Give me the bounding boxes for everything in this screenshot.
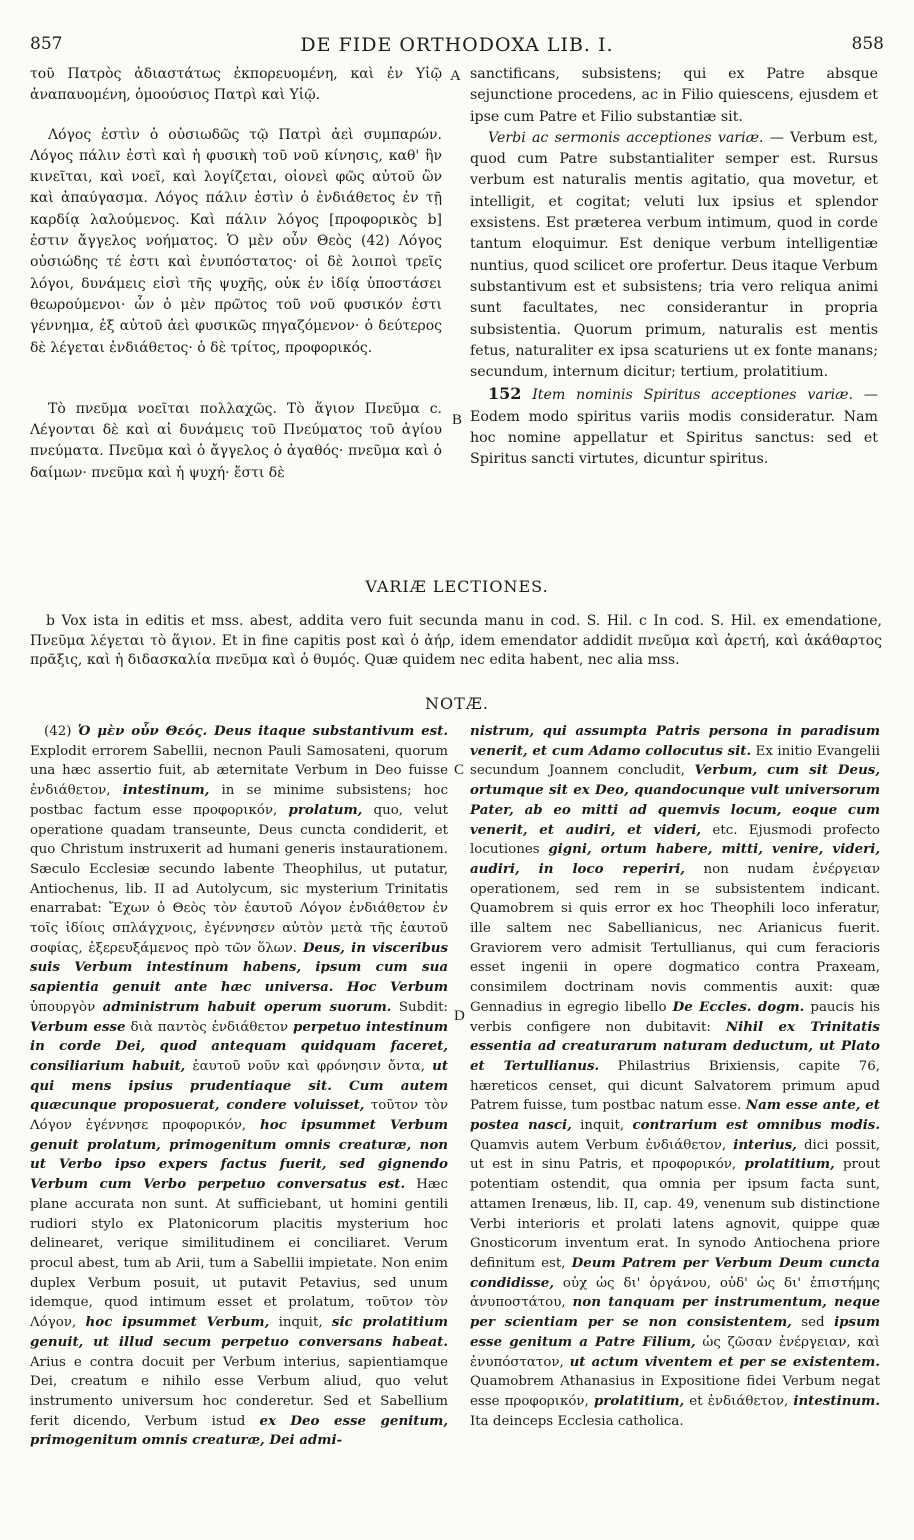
note-run: prout potentiam ostendit, qua omnia per ipsum facta sunt, attamen Irenæus, lib. II, cap. 49, venenum sub distinctione Verbi interioris et prolati latens agnovit, quippe quæ Gnosticorum inventum erat. In synodo Antiochena priore definitum est,: [470, 1157, 881, 1271]
note-run: sed: [791, 1315, 835, 1331]
latin-text-spiritus: — Eodem modo spiritus variis modis consideratur. Nam hoc nomine appellatur et Spiritus sanctus: sed et Spiritus sancti virtutes, dicuntur spiritus.: [470, 387, 878, 468]
note-run: paucis his verbis configere non dubitavit:: [470, 999, 880, 1035]
note-run: Subdit:: [391, 999, 449, 1015]
note-run: hoc ipsummet Verbum,: [85, 1314, 270, 1331]
note-run: διὰ παντὸς ἐνδιάθετον: [125, 1019, 293, 1035]
note-run: Nam esse ante, et postea nasci,: [470, 1097, 880, 1134]
note-run: prolatitium,: [744, 1156, 835, 1173]
running-header: [30, 34, 884, 60]
page-number-left: 857: [30, 34, 63, 54]
note-run: Verbum esse: [30, 1018, 126, 1035]
latin-paragraph-2: [470, 128, 878, 384]
notes-left-text: [30, 722, 448, 1451]
greek-paragraph-2: Λόγος ἐστὶν ὁ οὐσιωδῶς τῷ Πατρὶ ἀεὶ συμπαρών. Λόγος πάλιν ἐστὶ καὶ ἡ φυσικὴ τοῦ νοῦ κίνησις, καθ' ἣν κινεῖται, καὶ νοεῖ, καὶ λογίζεται, οἱονεὶ φῶς αὐτοῦ ὢν καὶ ἀπαύγασμα. Λόγος πάλιν ἐστὶν ὁ ἐνδιάθετος ἐν τῇ καρδίᾳ λαλούμενος. Καὶ πάλιν λόγος [προφορικὸς b] ἐστιν ἄγγελος νοήματος. Ὁ μὲν οὖν Θεὸς (42) Λόγος οὐσιώδης τέ ἐστι καὶ ἐνυπόστατος· οἱ δὲ λοιποὶ τρεῖς λόγοι, δυνάμεις εἰσὶ τῆς ψυχῆς, οὐκ ἐν ἰδίᾳ ὑποστάσει θεωρούμενοι· ὧν ὁ μὲν πρῶτος τοῦ νοῦ φυσικόν ἐστι γέννημα, ἐξ αὐτοῦ ἀεὶ φυσικῶς πηγαζόμενον· ὁ δεύτερος δὲ λέγεται ἐνδιάθετος· ὁ δὲ τρίτος, προφορικός.: [30, 126, 442, 356]
margin-marker-d: D: [454, 1008, 465, 1024]
note-run: et ἐνδιάθετον,: [684, 1393, 794, 1409]
greek-paragraph-1: τοῦ Πατρὸς ἀδιαστάτως ἐκπορευομένη, καὶ ἐν Υἱῷ ἀναπαυομένη, ὁμοούσιος Πατρὶ καὶ Υἱῷ.: [30, 66, 442, 104]
note-run: οὐχ ὡς δι' ὀργάνου, οὐδ' ὡς δι' ἐπιστήμης ἀνυποστάτου,: [470, 1275, 880, 1311]
note-run: perpetuo intestinum in corde Dei, quod antequam quidquam faceret, consiliarium habuit,: [30, 1018, 448, 1074]
margin-marker-b: B: [452, 412, 463, 428]
note-run: ἑαυτοῦ νοῦν καὶ φρόνησιν ὄντα,: [185, 1058, 433, 1074]
greek-text-column: [30, 64, 442, 484]
note-run: Ita deinceps Ecclesia catholica.: [470, 1413, 684, 1429]
notes-right-text: [470, 722, 880, 1431]
note-run: Quamvis autem Verbum ἐνδιάθετον,: [470, 1137, 734, 1153]
page-number-right: 858: [851, 34, 884, 54]
note-run: quo, velut operatione quadam transeunte, Deus cuncta condiderit, et quo Christum instruxerit ad humani generis instaurationem. Sæculo Ecclesiæ secundo labente Theophilus, ut putatur, Antiochenus, lib. II ad Autolycum, sic mysterium Trinitatis enarrabat: Ἔχων ὁ Θεὸς τὸν ἑαυτοῦ Λόγον ἐνδιάθετον ἐν τοῖς ἰδίοις σπλάγχνοις, ἐγέννησεν αὐτὸν μετὰ τῆς ἑαυτοῦ σοφίας, ἐξερευξάμενος πρὸ τῶν ὅλων.: [30, 802, 448, 956]
note-run: ὑπουργὸν: [30, 999, 103, 1015]
running-title: DE FIDE ORTHODOXA LIB. I.: [300, 34, 614, 56]
latin-paragraph-1: sanctificans, subsistens; qui ex Patre absque sejunctione procedens, ac in Filio quiescens, ejusdem et ipse cum Patre et Filio substantiæ sit.: [470, 66, 878, 125]
latin-text-verbum: — Verbum est, quod cum Patre substantialiter semper est. Rursus verbum est naturalis mentis agitatio, qua movetur, et intelligit, et cogitat; veluti lux ipsius et splendor exsistens. Est præterea verbum intimum, quod in corde tantum eloquimur. Est denique verbum intelligentiæ nuntius, quod scilicet ore profertur. Deus itaque Verbum substantivum est et subsistens; tria vero reliqua animi sunt facultates, nec considerantur in propria subsistentia. Quorum primum, naturalis est mentis fetus, naturaliter ex ipsa scaturiens ut ex fonte manans; secundum, internum dicitur; tertium, prolatitium.: [470, 129, 879, 381]
variae-heading: VARIÆ LECTIONES.: [365, 577, 549, 596]
note-run: intestinum,: [122, 782, 210, 799]
note-run: nistrum, qui assumpta Patris persona in paradisum venerit, et cum Adamo collocutus sit.: [470, 723, 880, 759]
latin-text-column: [470, 64, 878, 471]
margin-marker-a: A: [450, 68, 461, 84]
note-run: etc. Ejusmodi profecto locutiones: [470, 822, 880, 858]
note-run: Hæc plane accurata non sunt. At sufficiebant, ut homini gentili rudiori stylo ex Platonicorum placitis mysterium hoc delinearet, verique similitudinem ei conciliaret. Verum procul abest, tum ab Arii, tum a Sabellii impietate. Non enim duplex Verbum posuit, ut putavit Petavius, sed unum idemque, quod intimum esset et prolatum, τοῦτον τὸν Λόγον,: [30, 1177, 448, 1331]
latin-paragraph-3: [470, 383, 878, 470]
note-run: τοῦτον τὸν Λόγον ἐγέννησε προφορικόν,: [30, 1098, 448, 1134]
note-run: ut actum viventem et per se existentem.: [569, 1353, 880, 1370]
note-run: non nudam ἐνέργειαν operationem, sed rem in se subsistentem indicant. Quamobrem si quis error ex hoc Theophili loco inferatur, ille saltem nec Sabellianicus, nec Arianicus fuerit. Graviorem vero admisit Tertullianus, qui cum feracioris esset ingenii in opere dogmatico contra Praxeam, consimilem doctrinam novis commentis auxit: quæ Gennadius in egregio libello: [470, 861, 881, 1015]
note-run: dici possit, ut est in sinu Patris, et προφορικόν,: [470, 1137, 880, 1173]
notes-left-column: [30, 722, 448, 1451]
note-run: Nihil ex Trinitatis essentia ad creaturarum naturam deductum, ut Plato et Tertullianus.: [470, 1018, 880, 1074]
latin-heading-spiritus: Item nominis Spiritus acceptiones variæ.: [532, 387, 853, 404]
notae-heading: NOTÆ.: [425, 694, 489, 713]
variae-lectiones: [30, 612, 882, 671]
note-run: inquit,: [571, 1118, 633, 1134]
note-run: ut qui mens ipsius prudentiaque sit. Cum autem quæcunque proposuerat, condere voluisset,: [30, 1057, 449, 1114]
note-run: inquit,: [269, 1315, 332, 1331]
note-run: administrum habuit operum suorum.: [102, 998, 392, 1015]
note-run: Deum Patrem per Verbum Deum cuncta condidisse,: [470, 1254, 880, 1291]
margin-marker-c: C: [454, 762, 465, 778]
note-run: Philastrius Brixiensis, capite 76, hæreticos censet, qui dicunt Salvatorem primum apud Patrem fuisse, tum postbac natum esse.: [470, 1058, 880, 1114]
note-run: contrarium est omnibus modis.: [632, 1117, 880, 1134]
latin-heading-verbum: Verbi ac sermonis acceptiones variæ.: [488, 129, 764, 146]
section-number: 152: [488, 384, 522, 404]
note-run: prolatitium,: [593, 1392, 685, 1409]
note-run: Explodit errorem Sabellii, necnon Pauli Samosateni, quorum una hæc assertio fuit, ab æternitate Verbum in Deo fuisse ἐνδιάθετον,: [30, 743, 448, 799]
note-run: in se minime subsistens; hoc postbac factum esse προφορικόν,: [30, 783, 448, 818]
variae-text: b Vox ista in editis et mss. abest, addita vero fuit secunda manu in cod. S. Hil. c In cod. S. Hil. ex emendatione, Πνεῦμα λέγεται τὸ ἅγιον. Et in fine capitis post καὶ ὁ ἀήρ, idem emendator addidit πνεῦμα καὶ ἀρετή, καὶ ἀκάθαρτος πρᾶξις, καὶ ἡ διδασκαλία πνεῦμα καὶ ὁ θυμός. Quæ quidem nec edita habent, nec alia mss.: [30, 613, 882, 669]
note-run: non tanquam per instrumentum, neque per scientiam per se non consistentem,: [470, 1294, 880, 1331]
note-run: ὡς ζῶσαν ἐνέργειαν, καὶ ἐνυπόστατον,: [470, 1334, 880, 1370]
note-run: gigni, ortum habere, mitti, venire, videri, audiri, in loco reperiri,: [470, 841, 880, 877]
note-run: Arius e contra docuit per Verbum interius, sapientiamque Dei, creatum e nihilo esse Verbum aliud, quo velut instrumento universum hoc conderetur. Sed et Sabellium ferit dicendo, Verbum istud: [30, 1354, 448, 1429]
note-run: Ὁ μὲν οὖν Θεός. Deus itaque substantivum est.: [77, 723, 448, 739]
note-run: intestinum.: [793, 1392, 880, 1409]
note-run: sic prolatitium genuit, ut illud secum perpetuo conversans habeat.: [30, 1314, 448, 1350]
note-run: hoc ipsummet Verbum genuit prolatum, primogenitum omnis creaturæ, non ut Verbo ipso expers factus fuerit, sed gignendo Verbum cum Verbo perpetuo conversatus est.: [30, 1117, 448, 1193]
notes-right-column: [470, 722, 880, 1431]
note-run: Deus, in visceribus suis Verbum intestinum habens, ipsum cum sua sapientia genuit ante hæc universa. Hoc Verbum: [30, 939, 448, 996]
note-run: (42): [44, 724, 78, 739]
note-run: ex Deo esse genitum, primogenitum omnis creaturæ, Dei admi-: [30, 1412, 449, 1449]
note-run: interius,: [733, 1136, 797, 1153]
note-run: prolatum,: [288, 801, 363, 818]
note-run: ipsum esse genitum a Patre Filium,: [470, 1314, 880, 1350]
note-run: Ex initio Evangelii secundum Joannem concludit,: [470, 743, 880, 779]
note-run: De Eccles. dogm.: [672, 998, 805, 1015]
note-run: Quamobrem Athanasius in Expositione fidei Verbum negat esse προφορικόν,: [470, 1374, 880, 1409]
greek-paragraph-3: Τὸ πνεῦμα νοεῖται πολλαχῶς. Τὸ ἅγιον Πνεῦμα c. Λέγονται δὲ καὶ αἱ δυνάμεις τοῦ Πνεύματος τοῦ ἁγίου πνεύματα. Πνεῦμα καὶ ὁ ἄγγελος ὁ ἀγαθός· πνεῦμα καὶ ὁ δαίμων· πνεῦμα καὶ ἡ ψυχή· ἔστι δὲ: [30, 400, 442, 481]
note-run: Verbum, cum sit Deus, ortumque sit ex Deo, quandocunque vult universorum Pater, ab eo mitti ad quemvis locum, eoque cum venerit, et audiri, et videri,: [470, 762, 880, 838]
